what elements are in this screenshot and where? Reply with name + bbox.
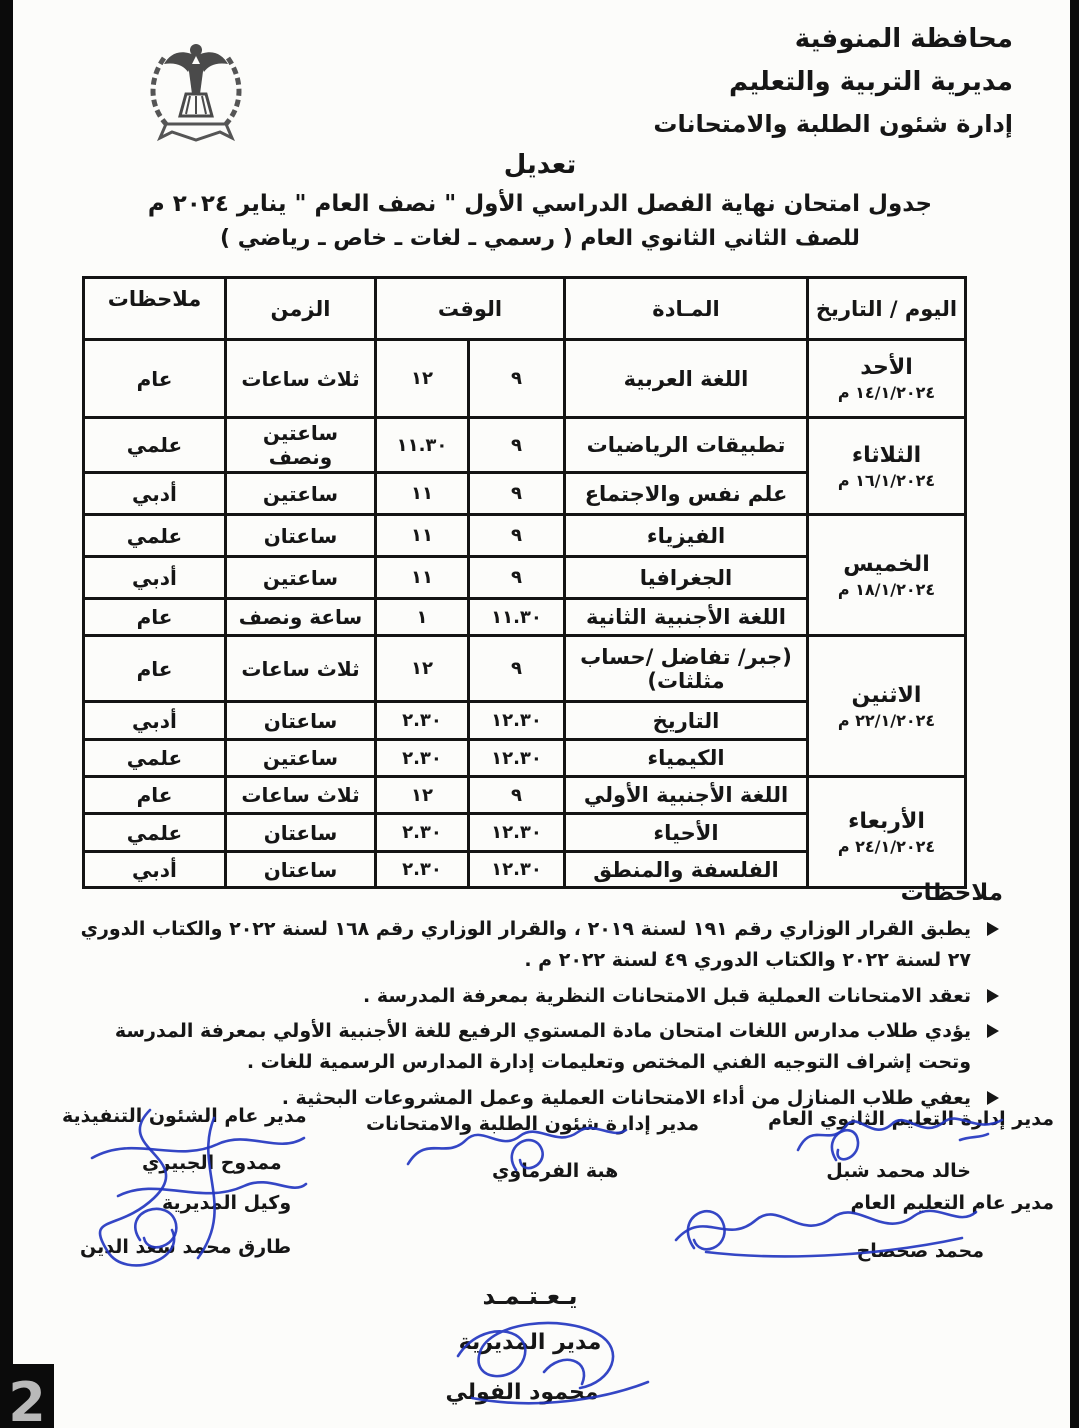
- duration-cell: ساعتين: [225, 473, 375, 515]
- end-time-cell: ١٢: [375, 636, 468, 702]
- day-date: ٢٤/١/٢٠٢٤ م: [837, 836, 936, 856]
- arrow-bullet-icon: [987, 989, 999, 1003]
- letterhead-department: إدارة شئون الطلبة والامتحانات: [653, 110, 1013, 138]
- note-cell: علمي: [83, 814, 225, 852]
- duration-cell: ساعتين: [225, 740, 375, 777]
- day-name: الأحد: [860, 355, 913, 380]
- note-text: تعقد الامتحانات العملية قبل الامتحانات النظرية بمعرفة المدرسة .: [363, 984, 971, 1007]
- subject-cell: اللغة الأجنبية الثانية: [565, 599, 808, 636]
- subject-cell: اللغة الأجنبية الأولي: [565, 777, 808, 814]
- note-cell: أدبي: [83, 852, 225, 888]
- amendment-label: تعديل: [503, 150, 577, 180]
- duration-cell: ثلاث ساعات: [225, 340, 375, 418]
- table-row: [83, 777, 965, 814]
- signature-title-secondary-edu: مدير إدارة التعليم الثانوي العام: [767, 1108, 1054, 1130]
- page-corner: [0, 1364, 54, 1428]
- end-time-cell: ١٢: [375, 777, 468, 814]
- table-row: [83, 515, 965, 557]
- start-time-cell: ٩: [469, 557, 565, 599]
- document-title-block: [95, 150, 985, 251]
- duration-cell: ساعتين: [225, 557, 375, 599]
- end-time-cell: ١: [375, 599, 468, 636]
- signature-name-khaled: خالد محمد شبل: [826, 1160, 971, 1182]
- table-row: [83, 418, 965, 473]
- day-name: الأربعاء: [848, 808, 925, 834]
- start-time-cell: ٩: [469, 418, 565, 473]
- start-time-cell: ٩: [469, 515, 565, 557]
- day-cell: [808, 636, 966, 777]
- approval-name: محمود الفولي: [445, 1380, 599, 1405]
- duration-cell: ثلاث ساعات: [225, 777, 375, 814]
- subject-cell: الأحياء: [565, 814, 808, 852]
- end-time-cell: ١١: [375, 473, 468, 515]
- start-time-cell: ١٢.٣٠: [469, 702, 565, 740]
- signature-name-mamdouh: ممدوح الجبيري: [142, 1152, 282, 1174]
- col-header-time: الوقت: [375, 278, 564, 340]
- scan-right-edge: [1070, 0, 1079, 1428]
- subject-cell: الفلسفة والمنطق: [565, 852, 808, 888]
- scan-left-edge: [0, 0, 13, 1428]
- end-time-cell: ١١.٣٠: [375, 418, 468, 473]
- note-cell: أدبي: [83, 557, 225, 599]
- emblem-logo: [136, 20, 256, 156]
- note-text: يؤدي طلاب مدارس اللغات امتحان مادة المستوي الرفيع للغة الأجنبية الأولي بمعرفة المدرسة وتحت إشراف التوجيه الفني المختص وتعليمات إدارة المدارس الرسمية للغات .: [114, 1020, 971, 1074]
- start-time-cell: ٩: [469, 340, 565, 418]
- duration-cell: ساعتان: [225, 852, 375, 888]
- note-cell: أدبي: [83, 702, 225, 740]
- start-time-cell: ٩: [469, 636, 565, 702]
- arrow-bullet-icon: [987, 1091, 999, 1105]
- note-cell: عام: [83, 599, 225, 636]
- subject-cell: الجغرافيا: [565, 557, 808, 599]
- note-text: يعفي طلاب المنازل من أداء الامتحانات العملية وعمل المشروعات البحثية .: [281, 1086, 971, 1109]
- subject-cell: التاريخ: [565, 702, 808, 740]
- subject-cell: علم نفس والاجتماع: [565, 473, 808, 515]
- start-time-cell: ١٢.٣٠: [469, 852, 565, 888]
- note-item: [69, 1016, 1007, 1078]
- col-header-day-date: اليوم / التاريخ: [808, 278, 966, 340]
- notes-heading: ملاحظات: [900, 880, 1003, 906]
- day-name: الخميس: [843, 551, 930, 577]
- col-header-subject: المـادة: [565, 278, 808, 340]
- day-cell: [808, 777, 966, 888]
- signature-title-general-edu: مدير عام التعليم العام: [850, 1192, 1054, 1214]
- arrow-bullet-icon: [987, 1024, 999, 1038]
- end-time-cell: ٢.٣٠: [375, 852, 468, 888]
- end-time-cell: ١٢: [375, 340, 468, 418]
- table-header-row: [83, 278, 965, 340]
- schedule-title: جدول امتحان نهاية الفصل الدراسي الأول " نصف العام " يناير ٢٠٢٤ م: [147, 191, 933, 217]
- exam-schedule-table: [82, 276, 967, 889]
- letterhead-directorate: مديرية التربية والتعليم: [728, 67, 1013, 97]
- col-header-notes: ملاحظات: [83, 278, 225, 340]
- signature-title-deputy: وكيل المديرية: [162, 1192, 292, 1214]
- end-time-cell: ١١: [375, 515, 468, 557]
- note-cell: عام: [83, 777, 225, 814]
- note-cell: أدبي: [83, 473, 225, 515]
- day-date: ١٨/١/٢٠٢٤ م: [837, 579, 936, 599]
- end-time-cell: ١١: [375, 557, 468, 599]
- day-date: ١٤/١/٢٠٢٤ م: [837, 383, 936, 402]
- start-time-cell: ٩: [469, 473, 565, 515]
- subject-cell: تطبيقات الرياضيات: [565, 418, 808, 473]
- arrow-bullet-icon: [987, 922, 999, 936]
- col-header-duration: الزمن: [225, 278, 375, 340]
- end-time-cell: ٢.٣٠: [375, 814, 468, 852]
- approval-label: يـعـتـمـد: [482, 1282, 578, 1310]
- subject-cell: الكيمياء: [565, 740, 808, 777]
- subject-cell: (جبر/ تفاضل /حساب مثلثات): [565, 636, 808, 702]
- duration-cell: ساعتين ونصف: [225, 418, 375, 473]
- day-cell: [808, 340, 966, 418]
- start-time-cell: ١٢.٣٠: [469, 814, 565, 852]
- day-date: ٢٢/١/٢٠٢٤ م: [837, 710, 936, 730]
- note-cell: علمي: [83, 740, 225, 777]
- duration-cell: ساعتان: [225, 515, 375, 557]
- duration-cell: ساعة ونصف: [225, 599, 375, 636]
- note-item: [69, 981, 1007, 1012]
- signature-name-heba: هبة الفرماوي: [492, 1160, 619, 1182]
- signature-name-tarek: طارق محمد سعد الدين: [80, 1236, 292, 1258]
- table-row: [83, 636, 965, 702]
- day-name: الثلاثاء: [851, 442, 922, 468]
- letterhead: [653, 24, 1013, 138]
- page-number: 2: [8, 1370, 46, 1428]
- signature-title-students-affairs: مدير إدارة شئون الطلبة والامتحانات: [366, 1113, 700, 1135]
- notes-section: [69, 880, 1007, 1119]
- note-cell: عام: [83, 340, 225, 418]
- note-text: يطبق القرار الوزاري رقم ١٩١ لسنة ٢٠١٩ ، والقرار الوزاري رقم ١٦٨ لسنة ٢٠٢٢ والكتاب الدوري ٢٧ لسنة ٢٠٢٢ والكتاب الدوري ٤٩ لسنة ٢٠٢٢ م .: [80, 918, 971, 971]
- day-cell: [808, 515, 966, 636]
- duration-cell: ساعتان: [225, 702, 375, 740]
- note-item: [69, 914, 1007, 976]
- signature-title-executive-affairs: مدير عام الشئون التنفيذية: [62, 1105, 307, 1127]
- letterhead-governorate: محافظة المنوفية: [794, 24, 1013, 54]
- grade-title: للصف الثاني الثانوي العام ( رسمي ـ لغات ـ خاص ـ رياضي ): [220, 226, 860, 251]
- subject-cell: الفيزياء: [565, 515, 808, 557]
- day-cell: [808, 418, 966, 515]
- start-time-cell: ١٢.٣٠: [469, 740, 565, 777]
- note-cell: عام: [83, 636, 225, 702]
- note-cell: علمي: [83, 418, 225, 473]
- table-row: [83, 340, 965, 418]
- signature-name-sahsah: محمد صحصاح: [856, 1240, 984, 1262]
- approval-title: مدير المديرية: [458, 1330, 602, 1355]
- duration-cell: ساعتان: [225, 814, 375, 852]
- day-name: الاثنين: [851, 682, 922, 708]
- end-time-cell: ٢.٣٠: [375, 702, 468, 740]
- end-time-cell: ٢.٣٠: [375, 740, 468, 777]
- start-time-cell: ١١.٣٠: [469, 599, 565, 636]
- note-cell: علمي: [83, 515, 225, 557]
- duration-cell: ثلاث ساعات: [225, 636, 375, 702]
- start-time-cell: ٩: [469, 777, 565, 814]
- day-date: ١٦/١/٢٠٢٤ م: [837, 470, 936, 490]
- subject-cell: اللغة العربية: [565, 340, 808, 418]
- eagle-emblem-icon: [136, 20, 256, 152]
